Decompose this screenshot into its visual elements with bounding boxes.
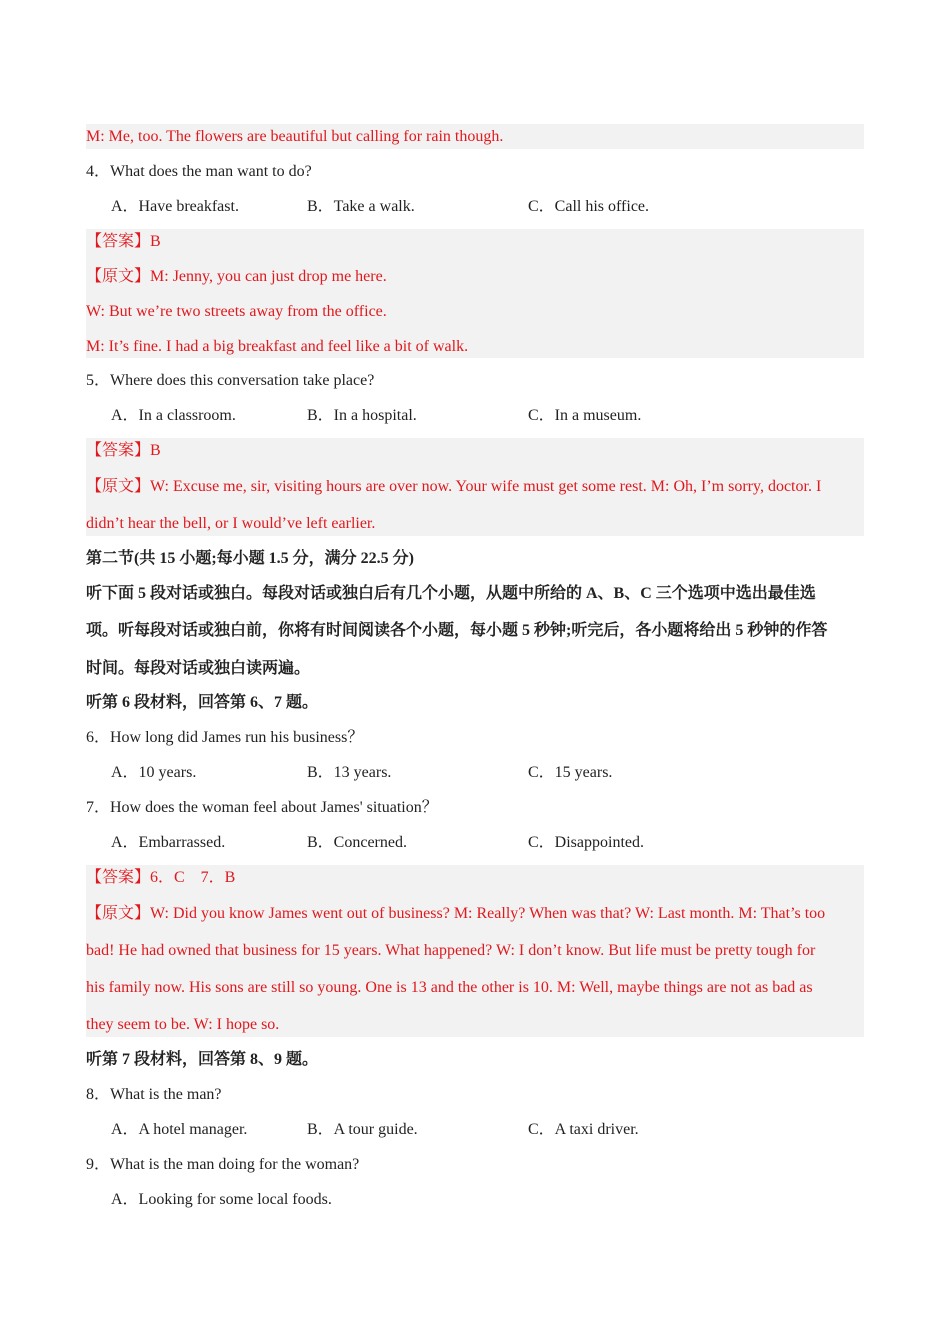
q5-answer: 【答案】B: [86, 442, 161, 459]
q4-transcript-line-3: M: It’s fine. I had a big breakfast and feel like a bit of walk.: [86, 338, 469, 355]
q6-option-a: A．10 years.: [111, 764, 197, 781]
passage6-transcript-line-2: bad! He had owned that business for 15 years. What happened? W: I don’t know. But life must be pretty tough for: [86, 942, 816, 959]
q9-option-a: A．Looking for some local foods.: [111, 1191, 332, 1208]
transcript-label: 【原文】: [86, 478, 151, 495]
transcript-text: W: Did you know James went out of business? M: Really? When was that? W: Last month. M: That’s too: [150, 905, 826, 922]
q6-option-b: B．13 years.: [307, 764, 392, 781]
section2-heading: 第二节(共 15 小题;每小题 1.5 分，满分 22.5 分): [86, 550, 414, 567]
q8-question: 8．What is the man?: [86, 1086, 222, 1103]
q6-question: 6．How long did James run his business？: [86, 729, 364, 746]
q4-question: 4．What does the man want to do?: [86, 163, 312, 180]
transcript-text: M: Jenny, you can just drop me here.: [150, 268, 387, 285]
q7-option-a: A．Embarrassed.: [111, 834, 226, 851]
passage7-heading: 听第 7 段材料，回答第 8、9 题。: [86, 1051, 319, 1068]
q4-option-a: A．Have breakfast.: [111, 198, 239, 215]
q4-transcript-line-1: [86, 267, 387, 287]
q5-option-b: B．In a hospital.: [307, 407, 417, 424]
q4-transcript-line-2: W: But we’re two streets away from the office.: [86, 303, 387, 320]
passage6-transcript-line-3: his family now. His sons are still so young. One is 13 and the other is 10. M: Well, maybe things are not as bad as: [86, 979, 813, 996]
q7-question: 7．How does the woman feel about James' situation？: [86, 799, 438, 816]
section2-instructions-line-2: 项。听每段对话或独白前，你将有时间阅读各个小题，每小题 5 秒钟;听完后，各小题将给出 5 秒钟的作答: [86, 622, 828, 639]
passage6-transcript-line-4: they seem to be. W: I hope so.: [86, 1016, 280, 1033]
q8-option-a: A．A hotel manager.: [111, 1121, 248, 1138]
q5-option-a: A．In a classroom.: [111, 407, 236, 424]
q3-transcript-line: M: Me, too. The flowers are beautiful but calling for rain though.: [86, 128, 504, 145]
q6-option-c: C．15 years.: [528, 764, 613, 781]
q4-option-c: C．Call his office.: [528, 198, 650, 215]
q5-option-c: C．In a museum.: [528, 407, 642, 424]
q5-transcript-line-2: didn’t hear the bell, or I would’ve left earlier.: [86, 515, 376, 532]
q4-answer: 【答案】B: [86, 233, 161, 250]
q5-transcript-line-1: [86, 477, 821, 497]
q4-option-b: B．Take a walk.: [307, 198, 415, 215]
passage6-heading: 听第 6 段材料，回答第 6、7 题。: [86, 694, 319, 711]
q9-question: 9．What is the man doing for the woman?: [86, 1156, 360, 1173]
transcript-label: 【原文】: [86, 268, 151, 285]
transcript-label: 【原文】: [86, 905, 151, 922]
q7-option-c: C．Disappointed.: [528, 834, 644, 851]
q5-question: 5．Where does this conversation take place?: [86, 372, 375, 389]
section2-instructions-line-3: 时间。每段对话或独白读两遍。: [86, 660, 311, 677]
passage6-transcript-line-1: [86, 904, 825, 924]
q7-option-b: B．Concerned.: [307, 834, 407, 851]
transcript-text: W: Excuse me, sir, visiting hours are over now. Your wife must get some rest. M: Oh, I’m sorry, doctor. I: [150, 478, 822, 495]
section2-instructions-line-1: 听下面 5 段对话或独白。每段对话或独白后有几个小题，从题中所给的 A、B、C 三个选项中选出最佳选: [86, 585, 816, 602]
q8-option-c: C．A taxi driver.: [528, 1121, 639, 1138]
q8-option-b: B．A tour guide.: [307, 1121, 418, 1138]
passage6-answer: 【答案】6．C 7．B: [86, 869, 236, 886]
